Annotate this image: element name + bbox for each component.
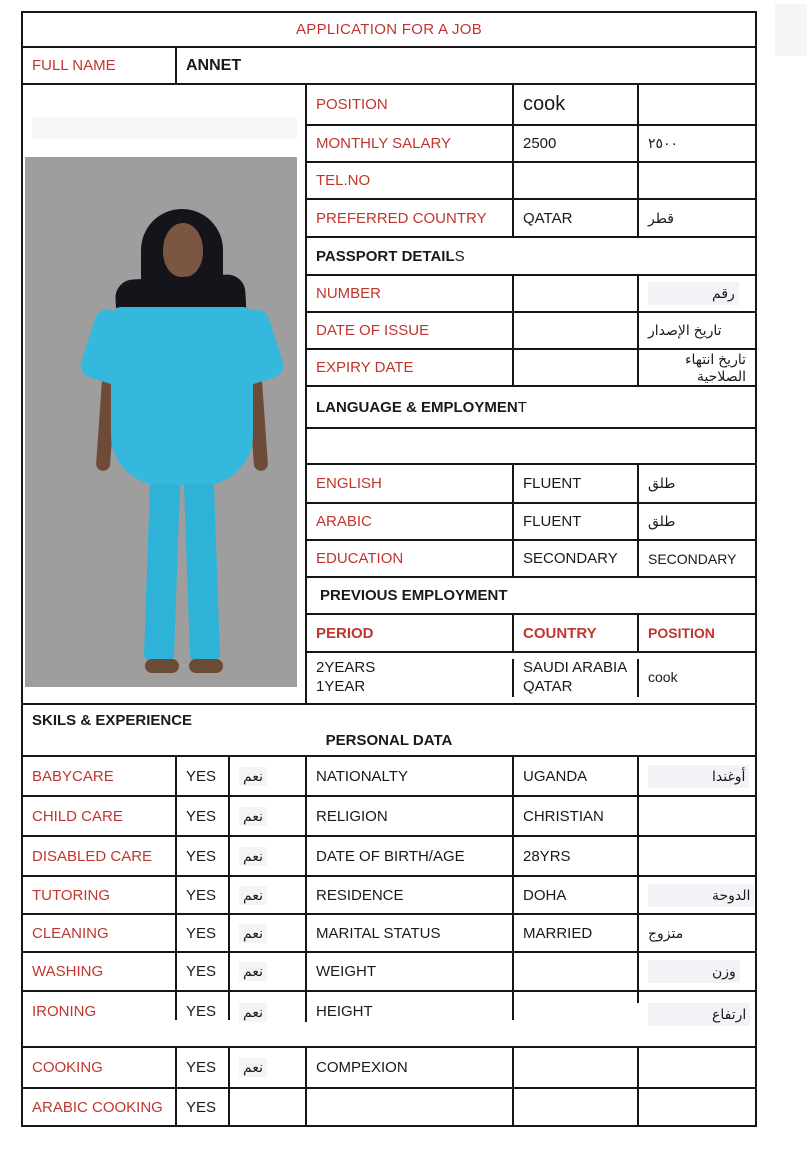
employment-columns-row xyxy=(307,615,755,653)
person-leg xyxy=(184,479,220,662)
english-arabic: طلق xyxy=(648,475,676,491)
religion-label: RELIGION xyxy=(307,797,514,835)
table-row xyxy=(23,992,755,1048)
scan-artifact-box xyxy=(775,4,807,56)
position-column-header: POSITION xyxy=(648,625,715,641)
table-row xyxy=(307,350,755,387)
marital-status-value: MARRIED xyxy=(514,915,639,951)
period-line2: 1YEAR xyxy=(316,678,366,695)
nationality-arabic: أوغندا xyxy=(648,765,749,788)
arabic-value: FLUENT xyxy=(514,504,639,539)
birth-age-arabic xyxy=(639,837,755,875)
skill-arabic-cooking-label: ARABIC COOKING xyxy=(23,1089,177,1125)
tel-no-arabic xyxy=(639,163,755,198)
skill-cooking-yes: YES xyxy=(177,1048,230,1087)
tel-no-value xyxy=(514,163,639,198)
marital-status-arabic: متزوج xyxy=(648,924,684,941)
monthly-salary-label: MONTHLY SALARY xyxy=(307,126,514,161)
skill-ironing-yes: YES xyxy=(177,992,230,1020)
full-name-value: ANNET xyxy=(186,56,242,74)
section-header-tail: T xyxy=(517,398,527,416)
complexion-arabic xyxy=(639,1048,755,1087)
empty-arabic xyxy=(639,1089,755,1125)
section-header-text: PASSPORT DETAIL xyxy=(316,247,455,265)
preferred-country-value: QATAR xyxy=(514,200,639,236)
religion-arabic xyxy=(639,797,755,835)
education-arabic: SECONDARY xyxy=(648,550,737,567)
monthly-salary-value: 2500 xyxy=(514,126,639,161)
photo-redaction-bar xyxy=(32,117,297,139)
skill-tutoring-label: TUTORING xyxy=(23,877,177,913)
country-line1: SAUDI ARABIA xyxy=(523,659,628,677)
birth-age-value: 28YRS xyxy=(514,837,639,875)
date-of-issue-arabic: تاريخ الإصدار xyxy=(648,322,722,338)
date-of-issue-value xyxy=(514,313,639,348)
skill-washing-yes: YES xyxy=(177,953,230,990)
residence-arabic: الدوحة xyxy=(648,884,754,907)
skill-cleaning-arabic-yes: نعم xyxy=(239,924,267,943)
table-row xyxy=(23,915,755,953)
table-row xyxy=(23,1089,755,1125)
arabic-arabic: طلق xyxy=(648,513,676,529)
main-section xyxy=(23,85,755,705)
country-line2: QATAR xyxy=(523,678,573,695)
details-table xyxy=(307,85,755,703)
person-foot xyxy=(189,659,223,673)
language-employment-header xyxy=(307,387,755,429)
position-label: POSITION xyxy=(307,85,514,124)
education-label: EDUCATION xyxy=(307,541,514,576)
passport-details-header xyxy=(307,238,755,276)
form-title: APPLICATION FOR A JOB xyxy=(23,13,755,48)
table-row xyxy=(307,541,755,578)
section-header-text: LANGUAGE & EMPLOYMEN xyxy=(316,398,518,416)
skill-washing-arabic-yes: نعم xyxy=(239,962,267,981)
table-row xyxy=(23,797,755,837)
weight-arabic: وزن xyxy=(648,960,740,983)
skill-ironing-label: IRONING xyxy=(23,992,177,1020)
skill-cooking-arabic-yes: نعم xyxy=(239,1058,267,1077)
table-row xyxy=(307,200,755,238)
skill-disabledcare-arabic-yes: نعم xyxy=(239,847,267,866)
passport-number-value xyxy=(514,276,639,311)
date-of-issue-label: DATE OF ISSUE xyxy=(307,313,514,348)
nationality-label: NATIONALTY xyxy=(307,757,514,795)
skills-personal-header xyxy=(23,705,755,757)
application-form xyxy=(21,11,757,1127)
tel-no-label: TEL.NO xyxy=(307,163,514,198)
skill-disabledcare-yes: YES xyxy=(177,837,230,875)
person-foot xyxy=(145,659,179,673)
nationality-value: UGANDA xyxy=(514,757,639,795)
skill-childcare-label: CHILD CARE xyxy=(23,797,177,835)
skill-childcare-yes: YES xyxy=(177,797,230,835)
complexion-label: COMPEXION xyxy=(307,1048,514,1087)
empty-row xyxy=(307,429,755,465)
employment-data-row xyxy=(307,653,755,703)
residence-value: DOHA xyxy=(514,877,639,913)
birth-age-label: DATE OF BIRTH/AGE xyxy=(307,837,514,875)
table-row xyxy=(307,504,755,541)
monthly-salary-arabic: ٢٥٠٠ xyxy=(648,135,679,151)
skill-tutoring-arabic-yes: نعم xyxy=(239,886,267,905)
complexion-value xyxy=(514,1048,639,1087)
period-line1: 2YEARS xyxy=(316,659,376,677)
person-leg xyxy=(144,479,180,662)
skill-disabledcare-label: DISABLED CARE xyxy=(23,837,177,875)
skill-ironing-arabic-yes: نعم xyxy=(239,1003,267,1022)
passport-number-arabic: رقم xyxy=(648,282,739,305)
expiry-date-arabic: تاريخ انتهاء الصلاحية xyxy=(684,350,746,384)
table-row xyxy=(307,126,755,163)
empty-value xyxy=(514,1089,639,1125)
full-name-row xyxy=(23,48,755,85)
skill-washing-label: WASHING xyxy=(23,953,177,990)
skill-babycare-arabic-yes: نعم xyxy=(239,767,267,786)
position-arabic xyxy=(639,85,755,124)
table-row xyxy=(307,313,755,350)
previous-employment-header xyxy=(307,578,755,615)
weight-value xyxy=(514,953,639,990)
period-column-header: PERIOD xyxy=(307,615,514,651)
table-row xyxy=(307,465,755,504)
position-value: cook xyxy=(514,85,639,124)
skill-tutoring-yes: YES xyxy=(177,877,230,913)
skill-cooking-label: COOKING xyxy=(23,1048,177,1087)
table-row xyxy=(307,276,755,313)
height-arabic: ارتفاع xyxy=(648,1003,750,1026)
applicant-photo xyxy=(25,157,297,687)
skill-babycare-label: BABYCARE xyxy=(23,757,177,795)
full-name-label: FULL NAME xyxy=(23,48,177,83)
english-value: FLUENT xyxy=(514,465,639,502)
skill-cleaning-label: CLEANING xyxy=(23,915,177,951)
residence-label: RESIDENCE xyxy=(307,877,514,913)
personal-data-header-text: PERSONAL DATA xyxy=(325,732,453,749)
marital-status-label: MARITAL STATUS xyxy=(307,915,514,951)
english-label: ENGLISH xyxy=(307,465,514,502)
section-header-text: PREVIOUS EMPLOYMENT xyxy=(320,587,508,604)
preferred-country-label: PREFERRED COUNTRY xyxy=(307,200,514,236)
expiry-date-value xyxy=(514,350,639,385)
height-value xyxy=(514,992,639,1003)
religion-value: CHRISTIAN xyxy=(514,797,639,835)
weight-label: WEIGHT xyxy=(307,953,514,990)
skill-childcare-arabic-yes: نعم xyxy=(239,807,267,826)
person-face xyxy=(163,223,203,277)
table-row xyxy=(23,877,755,915)
table-row xyxy=(23,757,755,797)
table-row xyxy=(23,953,755,992)
skills-personal-section xyxy=(23,705,755,1125)
passport-number-label: NUMBER xyxy=(307,276,514,311)
table-row xyxy=(307,85,755,126)
table-row xyxy=(23,837,755,877)
arabic-label: ARABIC xyxy=(307,504,514,539)
table-row xyxy=(23,1048,755,1089)
employment-position-value: cook xyxy=(648,669,678,686)
table-row xyxy=(307,163,755,200)
country-column-header: COUNTRY xyxy=(514,615,639,651)
skill-babycare-yes: YES xyxy=(177,757,230,795)
skill-arabic-cooking-yes: YES xyxy=(177,1089,230,1125)
preferred-country-arabic: قطر xyxy=(648,209,674,226)
education-value: SECONDARY xyxy=(514,541,639,576)
empty-label xyxy=(307,1089,514,1125)
height-label: HEIGHT xyxy=(307,992,514,1020)
photo-cell xyxy=(23,85,307,703)
section-header-tail: S xyxy=(454,247,465,265)
person-uniform-top xyxy=(111,307,253,485)
skills-header-text: SKILS & EXPERIENCE xyxy=(32,712,193,729)
expiry-date-label: EXPIRY DATE xyxy=(307,350,514,385)
skill-cleaning-yes: YES xyxy=(177,915,230,951)
